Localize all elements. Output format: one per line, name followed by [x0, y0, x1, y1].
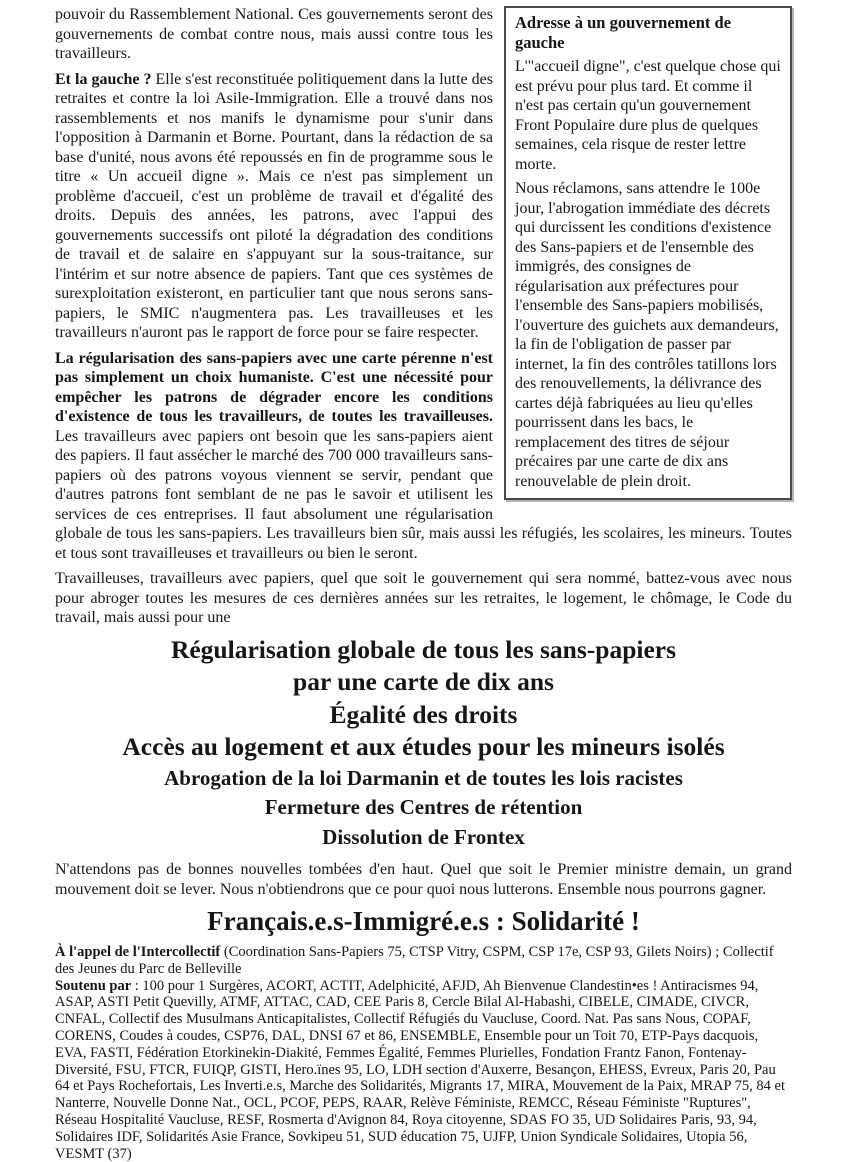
address-box-paragraph-2: Nous réclamons, sans attendre le 100e jour, l'abrogation immédiate des décrets qui durcissent les conditions d'existence des Sans-papiers et de l'ensemble des immigrés, des consignes de régularisation aux préfectures pour l'ensemble des Sans-papiers mobilisés, l'ouverture des guichets aux demandeurs, la fin de l'obligation de passer par internet, la fin des contrôles tatillons lors des renouvellements, la délivrance des cartes déjà fabriquées au lieu qu'elles pourrissent dans les bacs, le remplacement des titres de séjour précaires par une carte de dix ans renouvelable de plein droit.	[515, 180, 779, 490]
soutenu-lead: Soutenu par	[55, 977, 132, 994]
body-paragraph-3-text: Les travailleurs avec papiers ont besoin que les sans-papiers aient des papiers. Il faut assécher le marché des 700 000 travailleurs sans-papiers où des patrons voyous viennent se servir, pendant que d'autres patrons font semblant de ne pas le savoir et utilisent les services de ces entreprises. Il faut absolument une régularisation globale de tous les sans-papiers. Les travailleurs bien sûr, mais aussi les réfugiés, les scolaires, les mineurs. Toutes et tous sont travailleuses et travailleurs ou bien le seront.	[55, 427, 792, 562]
demands-section	[55, 634, 792, 853]
address-box-title: Adresse à un gouvernement de gauche	[515, 13, 732, 52]
intro-section	[55, 5, 792, 628]
body-paragraph-4: Travailleuses, travailleurs avec papiers, quel que soit le gouvernement qui sera nommé, battez-vous avec nous pour abroger toutes les mesures de ces dernières années sur les retraites, le logement, le chômage, le Code du travail, mais aussi pour une	[55, 570, 792, 626]
closing-paragraph: N'attendons pas de bonnes nouvelles tombées d'en haut. Quel que soit le Premier ministre demain, un grand mouvement doit se lever. Nous n'obtiendrons que ce pour quoi nous lutterons. Ensemble nous pourrons gagner.	[55, 861, 792, 898]
body-paragraph-1: pouvoir du Rassemblement National. Ces gouvernements seront des gouvernements de combat contre nous, mais aussi contre tous les travailleurs.	[55, 6, 493, 62]
demand-headline-6: Fermeture des Centres de rétention	[264, 795, 583, 819]
demand-headline-7: Dissolution de Frontex	[322, 824, 525, 849]
soutenu-text: : 100 pour 1 Surgères, ACORT, ACTIT, Adelphicité, AFJD, Ah Bienvenue Clandestin•es ! Antiracismes 94, ASAP, ASTI Petit Quevilly, ATMF, ATTAC, CAD, CEE Paris 8, Cercle Bilal Al-Habashi, CIBELE, CIMADE, CIVCR, CNFAL, Collectif des Musulmans Anticapitalistes, Collectif Réfugiés du Vaucluse, Coord. Nat. Pas sans Nous, COPAF, CORENS, Coudes à coudes, CSP76, DAL, DNSI 67 et 86, ENSEMBLE, Ensemble pour un Toit 70, ETP-Pays dacquois, EVA, FASTI, Fédération Etorkinekin-Diakité, Femmes Égalité, Femmes Plurielles, Fondation Frantz Fanon, Fontenay-Diversité, FSU, FTCR, FUIQP, GISTI, Hero.ïnes 95, LO, LDH section d'Auxerre, Besançon, EHESS, Evreux, Paris 20, Pau 64 et Pays Rochefortais, Les Inverti.e.s, Marche des Solidarités, Migrants 17, MIRA, Mouvement de la Paix, MRAP 75, 84 et Nanterre, Nouvelle Donne Nat., OCL, PCOF, PEPS, RAAR, Relève Féministe, REMCC, Réseau Féministe "Ruptures", Réseau Hospitalité Vaucluse, RESF, Rosmerta d'Avignon 84, Roya citoyenne, SDAS FO 35, UD Solidaires Paris, 93, 94, Solidaires IDF, Solidarités Asie France, Sovkipeu 51, SUD éducation 75, UJFP, Union Syndicale Solidaires, Utopia 56, VESMT (37)	[55, 977, 785, 1162]
appel-paragraph	[55, 944, 792, 978]
demand-headline-4: Accès au logement et aux études pour les mineurs isolés	[122, 732, 725, 761]
soutenu-paragraph	[55, 978, 792, 1162]
body-paragraph-2-lead: Et la gauche ?	[55, 70, 152, 88]
demand-headline-2: par une carte de dix ans	[293, 667, 554, 696]
appel-lead: À l'appel de l'Intercollectif	[55, 944, 221, 960]
address-box	[504, 6, 792, 500]
address-box-paragraph-1: L'"accueil digne", c'est quelque chose qui est prévu pour plus tard. Et comme il n'est pas certain qu'un gouvernement Front Populaire dure plus de quelques semaines, cela risque de rester lettre morte.	[515, 58, 781, 173]
demand-headline-1: Régularisation globale de tous les sans-papiers	[170, 634, 677, 664]
body-paragraph-3-bold: La régularisation des sans-papiers avec une carte pérenne n'est pas simplement un choix humaniste. C'est une nécessité pour empêcher les patrons de dégrader encore les conditions d'existence de tous les travailleurs, de toutes les travailleuses.	[55, 349, 493, 425]
body-paragraph-2-text: Elle s'est reconstituée politiquement dans la lutte des retraites et contre la loi Asile-Immigration. Elle a trouvé dans nos rassemblements et nos manifs le dynamisme pour s'unir dans l'opposition à Darmanin et Borne. Pourtant, dans la rédaction de sa base d'unité, nous avons été repoussés en fin de programme sous le titre « Un accueil digne ». Mais ce n'est pas simplement un problème d'accueil, c'est un problème de travail et d'égalité des droits. Depuis des années, les patrons, avec l'appui des gouvernements successifs ont piloté la dégradation des conditions de travail et de salaire en s'appuyant sur la sous-traitance, sur l'intérim et sur notre absence de papiers. Tant que ces systèmes de surexploitation existeront, en particulier tant que nous serons sans-papiers, le SMIC n'augmentera pas. Les travailleuses et les travailleurs n'auront pas le rapport de force pour se faire respecter.	[55, 70, 493, 341]
demand-headline-3: Égalité des droits	[329, 699, 518, 729]
solidarity-slogan: Français.e.s-Immigré.e.s : Solidarité !	[207, 906, 640, 936]
signatories-section	[55, 944, 792, 1162]
appel-text: (Coordination Sans-Papiers 75, CTSP Vitry, CSPM, CSP 17e, CSP 93, Gilets Noirs) ; Collectif des Jeunes du Parc de Belleville	[55, 944, 774, 977]
demand-headline-5: Abrogation de la loi Darmanin et de toutes les lois racistes	[164, 765, 683, 790]
